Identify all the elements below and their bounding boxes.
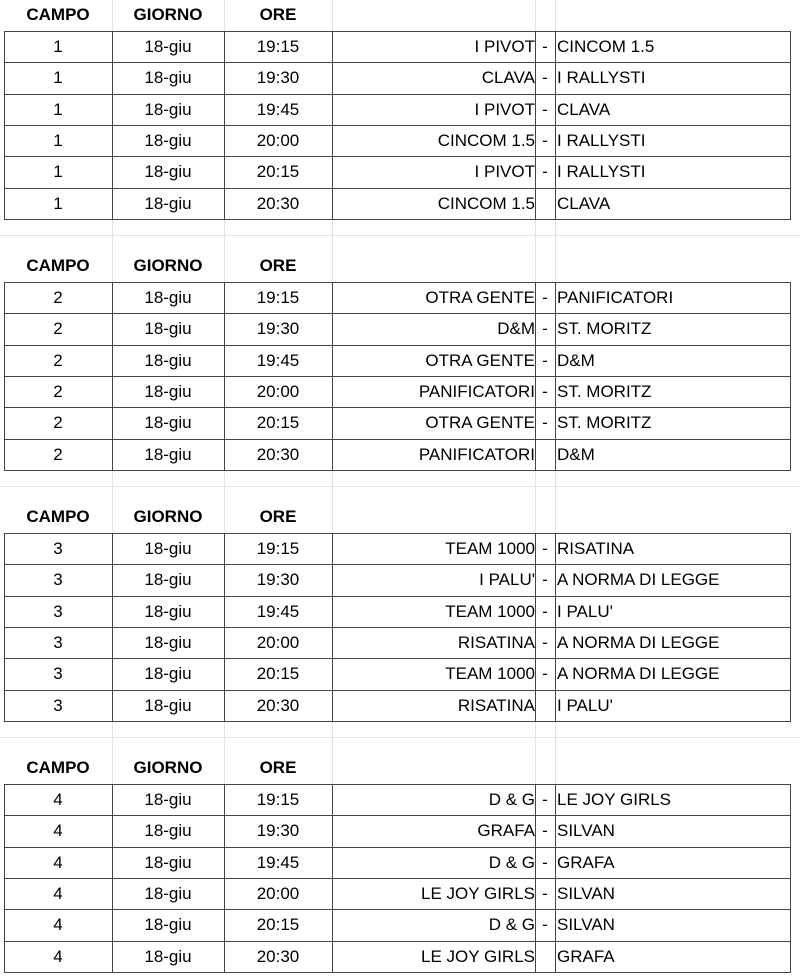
table-border [4,721,791,722]
table-border [4,941,791,942]
table-border [4,658,791,659]
cell-home-team: OTRA GENTE [425,413,535,433]
table-border [555,31,556,219]
cell-ore: 19:30 [256,319,300,339]
table-row [4,564,790,595]
cell-separator [535,941,555,972]
cell-ore: 20:00 [256,381,300,401]
cell-ore: 20:15 [256,915,300,935]
table-border [112,533,113,721]
table-border [4,690,791,691]
cell-giorno: 18-giu [144,288,192,307]
cell-home-team: D & G [488,790,535,809]
cell-away-team: A NORMA DI LEGGE [557,632,720,652]
cell-away-team: PANIFICATORI [557,288,674,307]
cell-ore: 19:45 [256,852,300,872]
cell-separator: - [542,915,548,935]
cell-giorno: 18-giu [144,37,192,56]
grid-line [0,737,800,738]
table-border [224,784,225,972]
table-border [4,564,791,565]
header-campo: CAMPO [26,507,90,526]
table-border [4,62,791,63]
table-border [535,533,536,721]
cell-away-team: LE JOY GIRLS [557,790,672,809]
cell-giorno: 18-giu [144,193,192,213]
cell-ore: 19:15 [256,790,300,809]
cell-home-team: LE JOY GIRLS [420,946,535,966]
table-border [555,533,556,721]
table-border [4,909,791,910]
cell-home-team: RISATINA [457,632,535,652]
cell-home-team: I PIVOT [474,99,535,119]
cell-giorno: 18-giu [144,915,192,935]
table-border [332,533,333,721]
table-border [790,784,791,972]
cell-away-team: ST. MORITZ [557,413,652,433]
header-row [0,251,800,281]
table-row [4,909,790,940]
cell-ore: 19:15 [256,539,300,558]
header-ore: ORE [259,507,297,526]
table-border [332,784,333,972]
header-giorno: GIORNO [133,758,203,777]
header-campo: CAMPO [26,5,90,24]
table-row [4,125,790,156]
cell-ore: 20:00 [256,130,300,150]
cell-home-team: OTRA GENTE [425,288,535,307]
table-row [4,847,790,878]
cell-away-team: SILVAN [557,915,615,935]
header-giorno: GIORNO [133,256,203,275]
table-border [4,188,791,189]
cell-giorno: 18-giu [144,664,192,684]
cell-ore: 20:15 [256,413,300,433]
cell-away-team: ST. MORITZ [557,381,652,401]
cell-ore: 20:15 [256,664,300,684]
table-border [224,282,225,470]
cell-separator: - [542,790,548,809]
table-row [4,596,790,627]
cell-campo: 1 [53,68,63,88]
table-border [4,376,791,377]
cell-ore: 19:30 [256,821,300,841]
table-border [4,313,791,314]
cell-ore: 20:00 [256,632,300,652]
cell-giorno: 18-giu [144,632,192,652]
table-border [4,94,791,95]
table-row [4,156,790,187]
table-row [4,878,790,909]
cell-campo: 3 [53,539,63,558]
table-row [4,941,790,972]
cell-separator [535,188,555,219]
table-border [4,847,791,848]
header-ore: ORE [259,256,297,275]
table-border [4,31,791,32]
cell-campo: 2 [53,319,63,339]
cell-giorno: 18-giu [144,821,192,841]
cell-ore: 19:45 [256,350,300,370]
grid-line [0,235,800,236]
cell-giorno: 18-giu [144,319,192,339]
cell-separator: - [542,821,548,841]
cell-separator: - [542,350,548,370]
cell-away-team: D&M [557,350,595,370]
table-border [4,533,5,721]
header-campo: CAMPO [26,758,90,777]
table-border [4,156,791,157]
cell-ore: 20:30 [256,444,300,464]
table-row [4,313,790,344]
cell-home-team: D&M [497,319,535,339]
cell-away-team: I RALLYSTI [557,130,646,150]
table-border [4,972,791,973]
table-row [4,690,790,721]
header-giorno: GIORNO [133,507,203,526]
cell-giorno: 18-giu [144,883,192,903]
table-row [4,62,790,93]
cell-home-team: PANIFICATORI [418,444,535,464]
table-row [4,439,790,470]
table-row [4,31,790,62]
cell-home-team: TEAM 1000 [445,664,535,684]
cell-home-team: TEAM 1000 [445,539,535,558]
cell-giorno: 18-giu [144,852,192,872]
table-border [4,784,791,785]
cell-away-team: CLAVA [557,193,611,213]
table-row [4,815,790,846]
cell-campo: 1 [53,99,63,119]
cell-giorno: 18-giu [144,162,192,182]
cell-separator: - [542,632,548,652]
cell-separator: - [542,601,548,621]
cell-campo: 4 [53,821,63,841]
cell-ore: 19:30 [256,68,300,88]
cell-separator: - [542,162,548,182]
cell-home-team: CINCOM 1.5 [437,193,535,213]
cell-separator [535,690,555,721]
table-border [112,31,113,219]
header-ore: ORE [259,758,297,777]
table-border [555,282,556,470]
table-border [4,345,791,346]
cell-campo: 1 [53,162,63,182]
header-row [0,753,800,783]
table-border [4,219,791,220]
cell-giorno: 18-giu [144,68,192,88]
cell-ore: 20:30 [256,946,300,966]
cell-away-team: RISATINA [557,539,635,558]
table-border [4,31,5,219]
cell-campo: 1 [53,130,63,150]
grid-line [0,486,800,487]
cell-campo: 3 [53,664,63,684]
table-row [4,533,790,564]
table-row [4,94,790,125]
cell-campo: 3 [53,695,63,715]
table-border [790,533,791,721]
cell-ore: 20:00 [256,883,300,903]
table-row [4,627,790,658]
cell-ore: 20:15 [256,162,300,182]
cell-away-team: I PALU' [557,601,613,621]
table-row [4,345,790,376]
table-border [4,878,791,879]
cell-giorno: 18-giu [144,444,192,464]
table-border [4,439,791,440]
table-border [112,784,113,972]
cell-away-team: CINCOM 1.5 [557,37,655,56]
table-border [4,533,791,534]
cell-giorno: 18-giu [144,695,192,715]
cell-campo: 4 [53,915,63,935]
header-row [0,0,800,30]
table-row [4,282,790,313]
table-border [535,282,536,470]
cell-separator: - [542,539,548,558]
cell-home-team: RISATINA [457,695,535,715]
table-row [4,407,790,438]
cell-separator: - [542,37,548,56]
cell-campo: 2 [53,381,63,401]
cell-campo: 2 [53,444,63,464]
cell-away-team: GRAFA [557,946,615,966]
cell-campo: 4 [53,852,63,872]
table-border [112,282,113,470]
table-border [4,282,5,470]
cell-separator: - [542,99,548,119]
cell-campo: 4 [53,883,63,903]
table-border [4,282,791,283]
cell-home-team: PANIFICATORI [418,381,535,401]
cell-giorno: 18-giu [144,790,192,809]
cell-away-team: SILVAN [557,821,615,841]
cell-campo: 1 [53,37,63,56]
cell-campo: 3 [53,632,63,652]
table-border [4,125,791,126]
table-border [332,31,333,219]
cell-ore: 19:45 [256,99,300,119]
cell-away-team: A NORMA DI LEGGE [557,570,720,590]
cell-campo: 2 [53,288,63,307]
cell-separator: - [542,288,548,307]
table-row [4,188,790,219]
header-giorno: GIORNO [133,5,203,24]
cell-separator: - [542,68,548,88]
table-border [4,627,791,628]
cell-separator: - [542,381,548,401]
table-border [535,31,536,219]
cell-home-team: TEAM 1000 [445,601,535,621]
cell-campo: 2 [53,413,63,433]
table-border [790,31,791,219]
table-border [332,282,333,470]
cell-separator: - [542,664,548,684]
cell-ore: 19:30 [256,570,300,590]
cell-home-team: I PALU' [479,570,535,590]
cell-giorno: 18-giu [144,946,192,966]
table-row [4,784,790,815]
cell-away-team: SILVAN [557,883,615,903]
cell-separator: - [542,319,548,339]
cell-home-team: GRAFA [477,821,535,841]
cell-giorno: 18-giu [144,350,192,370]
cell-home-team: I PIVOT [474,162,535,182]
cell-home-team: OTRA GENTE [425,350,535,370]
cell-away-team: CLAVA [557,99,611,119]
cell-ore: 19:15 [256,288,300,307]
cell-away-team: I RALLYSTI [557,162,646,182]
cell-giorno: 18-giu [144,601,192,621]
cell-ore: 19:45 [256,601,300,621]
table-border [224,533,225,721]
cell-ore: 19:15 [256,37,300,56]
header-row [0,502,800,532]
cell-away-team: ST. MORITZ [557,319,652,339]
table-border [555,784,556,972]
cell-away-team: I PALU' [557,695,613,715]
cell-home-team: CINCOM 1.5 [437,130,535,150]
cell-campo: 2 [53,350,63,370]
header-ore: ORE [259,5,297,24]
cell-giorno: 18-giu [144,99,192,119]
table-border [224,31,225,219]
cell-giorno: 18-giu [144,539,192,558]
cell-home-team: D & G [488,852,535,872]
cell-home-team: CLAVA [481,68,535,88]
cell-giorno: 18-giu [144,413,192,433]
cell-separator: - [542,852,548,872]
table-border [4,470,791,471]
table-border [790,282,791,470]
cell-campo: 4 [53,790,63,809]
table-border [4,784,5,972]
cell-giorno: 18-giu [144,381,192,401]
table-border [4,407,791,408]
table-row [4,658,790,689]
cell-away-team: D&M [557,444,595,464]
cell-giorno: 18-giu [144,130,192,150]
cell-giorno: 18-giu [144,570,192,590]
cell-separator: - [542,130,548,150]
cell-away-team: GRAFA [557,852,615,872]
cell-campo: 3 [53,570,63,590]
cell-home-team: I PIVOT [474,37,535,56]
cell-separator [535,439,555,470]
cell-campo: 1 [53,193,63,213]
cell-separator: - [542,883,548,903]
cell-separator: - [542,570,548,590]
cell-away-team: I RALLYSTI [557,68,646,88]
cell-campo: 3 [53,601,63,621]
table-border [4,596,791,597]
cell-home-team: D & G [488,915,535,935]
cell-home-team: LE JOY GIRLS [420,883,535,903]
cell-ore: 20:30 [256,695,300,715]
cell-away-team: A NORMA DI LEGGE [557,664,720,684]
cell-ore: 20:30 [256,193,300,213]
table-border [4,815,791,816]
header-campo: CAMPO [26,256,90,275]
table-row [4,376,790,407]
cell-campo: 4 [53,946,63,966]
cell-separator: - [542,413,548,433]
table-border [535,784,536,972]
